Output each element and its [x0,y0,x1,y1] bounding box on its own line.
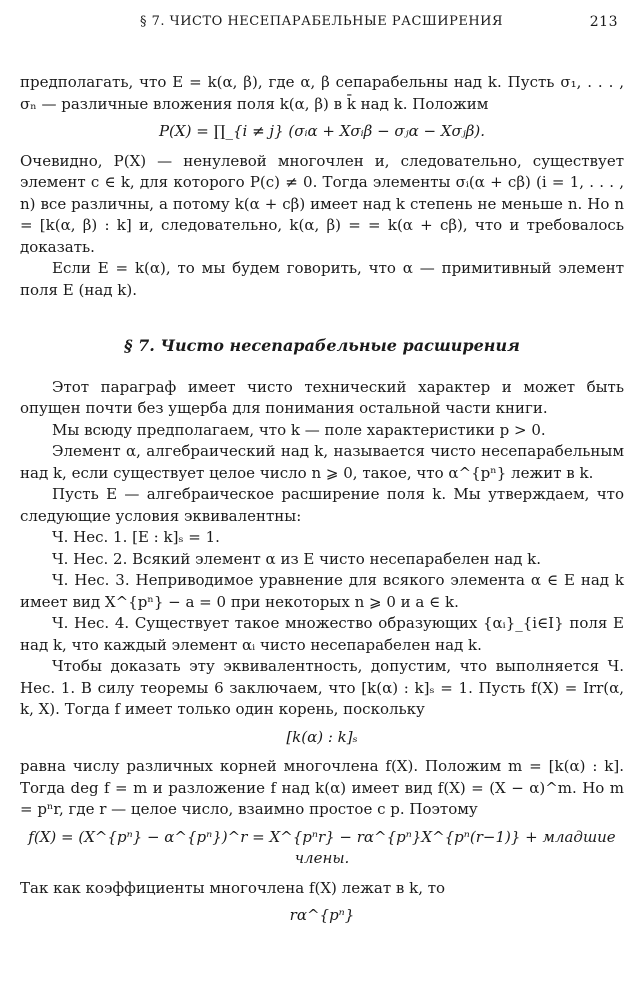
paragraph: равна числу различных корней многочлена f(X). Положим m = [k(α) : k]. Тогда deg f = m и разложение f над k(α) имеет вид f(X) = (X − α)^m. Но m = pⁿr, где r — целое число, взаимно простое с p. Поэтому [20,757,624,818]
paragraph: Чтобы доказать эту эквивалентность, допустим, что выполняется Ч. Нес. 1. В силу теоремы 6 заключаем, что [k(α) : k]ₛ = 1. Пусть f(X) = Irr(α, k, X). Тогда f имеет только один корень, поскольку [20,657,624,718]
paragraph: Если E = k(α), то мы будем говорить, что α — примитивный элемент поля E (над k). [20,259,624,299]
section-heading: § 7. Чисто несепарабельные расширения [124,336,520,355]
running-head-title: § 7. ЧИСТО НЕСЕПАРАБЕЛЬНЫЕ РАСШИРЕНИЯ [140,14,504,29]
formula: f(X) = (X^{pⁿ} − α^{pⁿ})^r = X^{pⁿr} − rα^{pⁿ}X^{pⁿ(r−1)} + младшие члены. [28,827,616,867]
formula: rα^{pⁿ} [289,906,355,924]
condition-1: Ч. Нес. 1. [E : k]ₛ = 1. [52,528,220,546]
formula: [k(α) : k]ₛ [286,727,358,746]
condition-2: Ч. Нес. 2. Всякий элемент α из E чисто несепарабелен над k. [52,549,542,568]
paragraph: Элемент α, алгебраический над k, называется чисто несепарабельным над k, если существует целое число n ⩾ 0, такое, что α^{pⁿ} лежит в k. [20,442,624,482]
running-head [20,14,618,36]
formula: P(X) = ∏_{i ≠ j} (σᵢα + Xσᵢβ − σⱼα − Xσⱼβ). [158,122,486,140]
paragraph: предполагать, что E = k(α, β), где α, β сепарабельны над k. Пусть σ₁, . . . , σₙ — различные вложения поля k(α, β) в k̄ над k. Положим [20,73,624,113]
page-number: 213 [589,14,618,30]
condition-4: Ч. Нес. 4. Существует такое множество образующих {αᵢ}_{i∈I} поля E над k, что каждый элемент αᵢ чисто несепарабелен над k. [20,614,624,654]
paragraph: Так как коэффициенты многочлена f(X) лежат в k, то [20,878,446,897]
paragraph: Этот параграф имеет чисто технический характер и может быть опущен почти без ущерба для понимания остальной части книги. [20,377,624,417]
condition-3: Ч. Нес. 3. Неприводимое уравнение для всякого элемента α ∈ E над k имеет вид X^{pⁿ} − a = 0 при некоторых n ⩾ 0 и a ∈ k. [20,571,624,611]
page-body [20,72,624,935]
paragraph: Очевидно, P(X) — ненулевой многочлен и, следовательно, существует элемент c ∈ k, для которого P(c) ≠ 0. Тогда элементы σᵢ(α + cβ) (i = 1, . . . , n) все различны, а потому k(α + cβ) имеет над k степень не меньше n. Но n = [k(α, β) : k] и, следовательно, k(α, β) = = k(α + cβ), что и требовалось доказать. [20,151,624,256]
paragraph: Пусть E — алгебраическое расширение поля k. Мы утверждаем, что следующие условия эквивалентны: [20,485,624,525]
paragraph: Мы всюду предполагаем, что k — поле характеристики p > 0. [52,420,546,439]
